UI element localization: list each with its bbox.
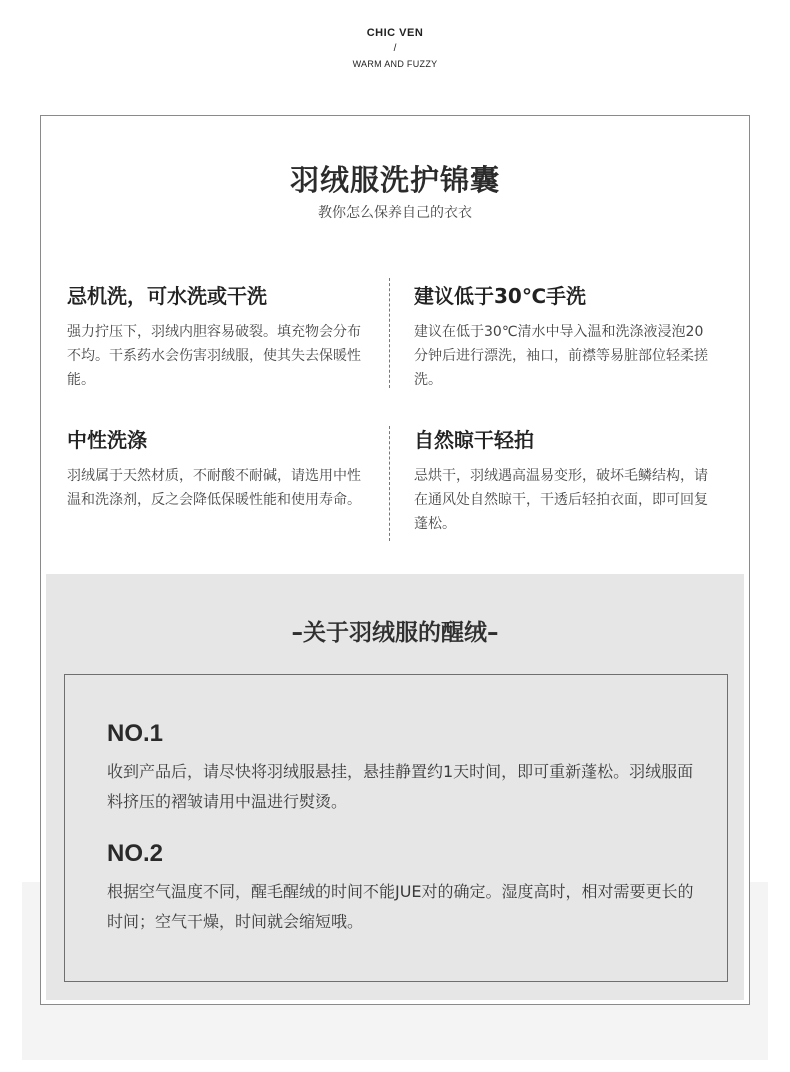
tip-body: 忌烘干，羽绒遇高温易变形，破坏毛鳞结构，请在通风处自然晾干，干透后轻拍衣面，即可回复蓬松。: [414, 468, 708, 532]
step-text: 收到产品后，请尽快将羽绒服悬挂，悬挂静置约1天时间，即可重新蓬松。羽绒服面料挤压的褶皱请用中温进行熨烫。: [107, 762, 694, 811]
revival-step: [107, 719, 707, 817]
tip-air-dry: [414, 426, 714, 536]
guide-title: 羽绒服洗护锦囊: [289, 163, 500, 197]
tip-title: 自然晾干轻拍: [414, 428, 534, 452]
tip-neutral-detergent: [67, 426, 367, 512]
tip-hand-wash-temperature: [414, 282, 714, 392]
brand-header: [0, 26, 790, 70]
tip-no-machine-wash: [67, 282, 367, 392]
dashed-divider: [389, 426, 390, 541]
tip-title: 中性洗涤: [67, 428, 147, 452]
guide-subtitle: 教你怎么保养自己的衣衣: [318, 205, 472, 221]
brand-name: CHIC VEN: [366, 27, 424, 39]
revival-title: –关于羽绒服的醒绒–: [291, 620, 499, 646]
brand-slash: /: [393, 43, 397, 54]
revival-step: [107, 839, 707, 937]
dashed-divider: [389, 278, 390, 388]
revival-section: [46, 574, 744, 1000]
brand-tagline: WARM AND FUZZY: [352, 59, 438, 69]
tip-title: 忌机洗，可水洗或干洗: [67, 284, 267, 308]
tip-body: 强力拧压下，羽绒内胆容易破裂。填充物会分布不均。干系药水会伤害羽绒服，使其失去保暖性能。: [67, 324, 361, 388]
step-number: NO.2: [107, 840, 164, 867]
step-text: 根据空气温度不同，醒毛醒绒的时间不能JUE对的确定。湿度高时，相对需要更长的时间；空气干燥，时间就会缩短哦。: [107, 882, 694, 931]
care-guide-card: [40, 115, 750, 1005]
step-number: NO.1: [107, 720, 164, 747]
revival-steps-box: [64, 674, 728, 982]
tip-body: 建议在低于30℃清水中导入温和洗涤液浸泡20分钟后进行漂洗，袖口，前襟等易脏部位轻柔搓洗。: [414, 324, 708, 388]
tip-title: 建议低于30℃手洗: [414, 284, 587, 308]
tip-body: 羽绒属于天然材质，不耐酸不耐碱，请选用中性温和洗涤剂，反之会降低保暖性能和使用寿命。: [67, 468, 361, 508]
